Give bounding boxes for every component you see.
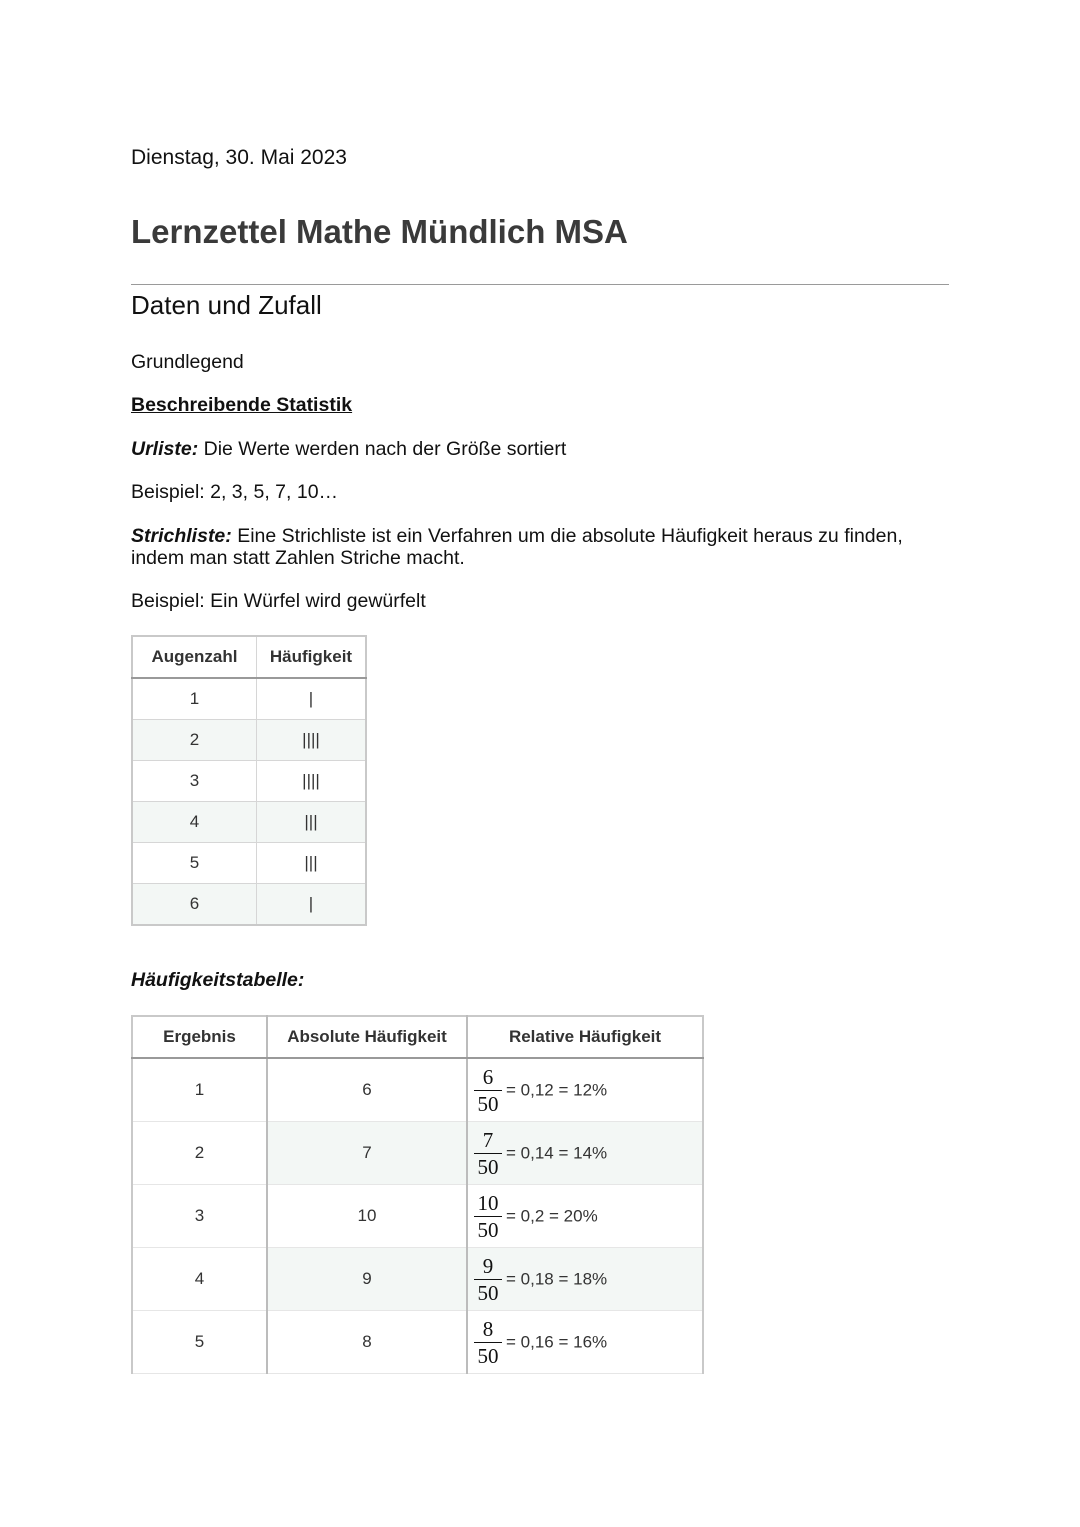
fraction <box>474 1127 502 1180</box>
page-title: Lernzettel Mathe Mündlich MSA <box>131 213 628 250</box>
urliste-definition <box>131 438 949 460</box>
absolute-cell: 7 <box>267 1122 467 1185</box>
ergebnis-cell: 3 <box>132 1185 267 1248</box>
table-row <box>132 884 366 926</box>
urliste-term: Urliste: <box>131 438 199 460</box>
absolute-cell: 6 <box>267 1058 467 1122</box>
augenzahl-cell: 2 <box>132 720 257 761</box>
relative-value: = 0,12 = 12% <box>506 1080 608 1099</box>
fraction-numerator: 10 <box>477 1190 499 1215</box>
urliste-example: Beispiel: 2, 3, 5, 7, 10… <box>131 481 339 503</box>
header-augenzahl: Augenzahl <box>132 636 257 678</box>
absolute-cell: 8 <box>267 1311 467 1374</box>
table-row <box>132 1058 703 1122</box>
augenzahl-cell: 5 <box>132 843 257 884</box>
ergebnis-cell: 2 <box>132 1122 267 1185</box>
table-row <box>132 843 366 884</box>
absolute-cell: 9 <box>267 1248 467 1311</box>
tally-cell: | <box>257 678 367 720</box>
fraction <box>474 1316 502 1369</box>
strichliste-example: Beispiel: Ein Würfel wird gewürfelt <box>131 590 426 612</box>
ergebnis-cell: 4 <box>132 1248 267 1311</box>
absolute-cell: 10 <box>267 1185 467 1248</box>
fraction <box>474 1064 502 1117</box>
table-row <box>132 720 366 761</box>
relative-cell <box>467 1058 703 1122</box>
relative-cell <box>467 1248 703 1311</box>
strichliste-text: Eine Strichliste ist ein Verfahren um die absolute Häufigkeit heraus zu finden, indem man statt Zahlen Striche macht. <box>131 525 903 569</box>
fraction <box>474 1253 502 1306</box>
fraction <box>474 1190 502 1243</box>
ergebnis-cell: 1 <box>132 1058 267 1122</box>
tally-cell: |||| <box>257 720 367 761</box>
subsection-label: Grundlegend <box>131 351 244 373</box>
header-absolute-haeufigkeit: Absolute Häufigkeit <box>267 1016 467 1058</box>
table-row <box>132 761 366 802</box>
header-haeufigkeit: Häufigkeit <box>257 636 367 678</box>
fraction-numerator: 8 <box>482 1316 494 1341</box>
ergebnis-cell: 5 <box>132 1311 267 1374</box>
table-row <box>132 1185 703 1248</box>
relative-cell <box>467 1185 703 1248</box>
frequency-table <box>131 1015 704 1374</box>
tally-table-header <box>132 636 366 678</box>
fraction-denominator: 50 <box>477 1280 499 1305</box>
header-relative-haeufigkeit: Relative Häufigkeit <box>467 1016 703 1058</box>
fraction-denominator: 50 <box>477 1343 499 1368</box>
relative-value: = 0,18 = 18% <box>506 1269 608 1288</box>
table-row <box>132 802 366 843</box>
table-row <box>132 1122 703 1185</box>
fraction-denominator: 50 <box>477 1154 499 1179</box>
relative-cell <box>467 1311 703 1374</box>
tally-cell: ||| <box>257 802 367 843</box>
relative-value: = 0,2 = 20% <box>506 1206 598 1225</box>
augenzahl-cell: 3 <box>132 761 257 802</box>
title-divider <box>131 284 949 285</box>
fraction-numerator: 7 <box>482 1127 494 1152</box>
table-row <box>132 1248 703 1311</box>
topic-heading: Beschreibende Statistik <box>131 394 353 416</box>
relative-value: = 0,16 = 16% <box>506 1332 608 1351</box>
tally-cell: |||| <box>257 761 367 802</box>
strichliste-term: Strichliste: <box>131 525 232 547</box>
fraction-numerator: 6 <box>482 1064 494 1089</box>
augenzahl-cell: 6 <box>132 884 257 926</box>
fraction-denominator: 50 <box>477 1217 499 1242</box>
relative-cell <box>467 1122 703 1185</box>
frequency-table-header <box>132 1016 703 1058</box>
document-date: Dienstag, 30. Mai 2023 <box>131 146 347 169</box>
augenzahl-cell: 4 <box>132 802 257 843</box>
fraction-numerator: 9 <box>482 1253 494 1278</box>
table-row <box>132 678 366 720</box>
augenzahl-cell: 1 <box>132 678 257 720</box>
urliste-text: Die Werte werden nach der Größe sortiert <box>198 438 567 460</box>
strichliste-definition <box>131 525 949 569</box>
frequency-table-heading: Häufigkeitstabelle: <box>131 969 305 991</box>
table-row <box>132 1311 703 1374</box>
tally-cell: | <box>257 884 367 926</box>
tally-table <box>131 635 367 926</box>
section-heading: Daten und Zufall <box>131 290 322 320</box>
relative-value: = 0,14 = 14% <box>506 1143 608 1162</box>
header-ergebnis: Ergebnis <box>132 1016 267 1058</box>
fraction-denominator: 50 <box>477 1091 499 1116</box>
tally-cell: ||| <box>257 843 367 884</box>
